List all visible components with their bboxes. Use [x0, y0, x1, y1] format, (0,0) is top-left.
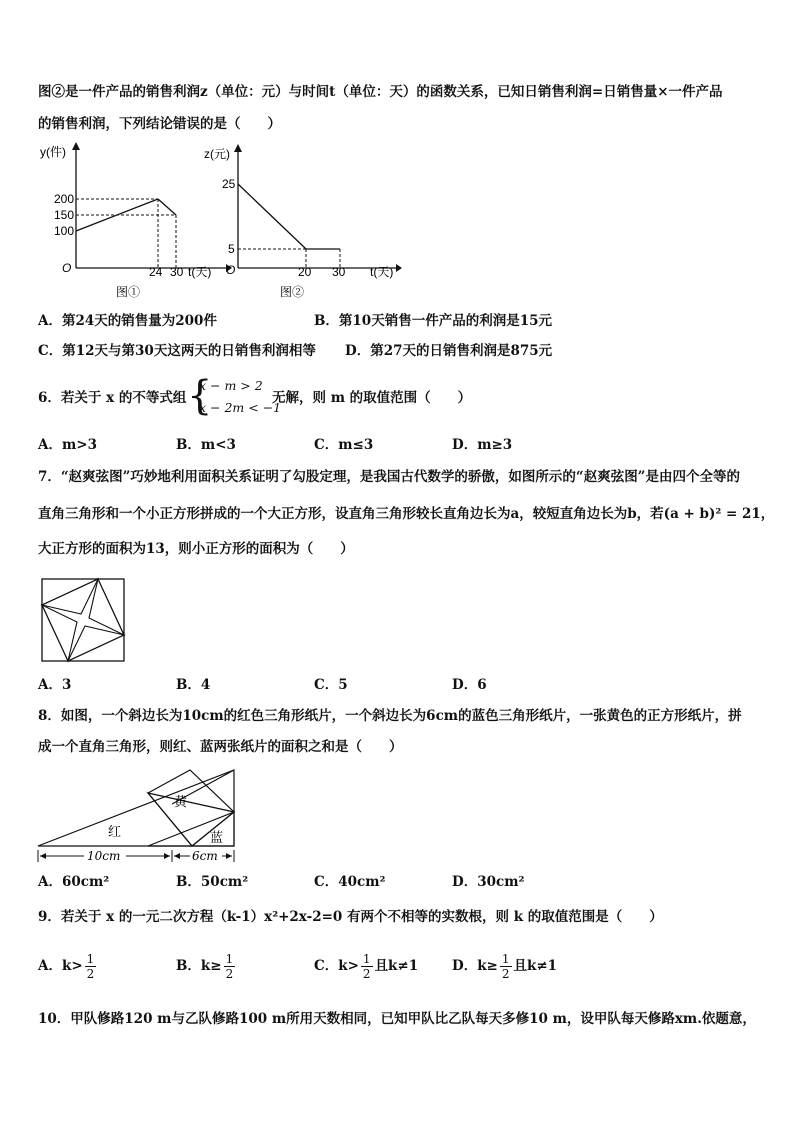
graph2-xtick-20: 20	[298, 265, 312, 279]
q6-brace: {	[187, 373, 213, 419]
q8-line1: 8．如图，一个斜边长为10cm的红色三角形纸片，一个斜边长为6cm的蓝色三角形纸片，一张黄色的正方形纸片，拼	[38, 708, 742, 724]
q9-option-d[interactable]	[452, 952, 557, 981]
q6-option-a[interactable]: A．m>3	[38, 437, 97, 453]
graph2-xlabel: t(天)	[370, 265, 394, 279]
question-intro-line1: 图②是一件产品的销售利润z（单位：元）与时间t（单位：天）的函数关系，已知日销售利润=日销售量×一件产品	[38, 84, 723, 100]
fraction: $\frac{1}{2}$	[225, 952, 234, 981]
q7-option-c[interactable]: C．5	[314, 677, 348, 693]
q5-option-c[interactable]: C．第12天与第30天这两天的日销售利润相等	[38, 343, 316, 359]
label-red: 红	[108, 825, 122, 840]
graph1-ytick-100: 100	[54, 224, 75, 238]
q10-line1: 10．甲队修路120 m与乙队修路100 m所用天数相同，已知甲队比乙队每天多修10 m，设甲队每天修路xm.依题意，	[38, 1011, 756, 1027]
q6-stem-post: 无解，则 m 的取值范围（ ）	[272, 390, 472, 406]
q5-option-a[interactable]: A．第24天的销售量为200件	[38, 313, 217, 329]
graph1-caption: 图①	[116, 285, 141, 299]
q8-option-d[interactable]: D．30cm²	[452, 874, 525, 890]
label-blue: 蓝	[210, 831, 224, 846]
q9-option-b[interactable]	[176, 952, 237, 981]
q7-option-b[interactable]: B．4	[176, 677, 211, 693]
q7-option-a[interactable]: A．3	[38, 677, 72, 693]
graph2-ytick-5: 5	[228, 242, 235, 256]
q8-option-b[interactable]: B．50cm²	[176, 874, 249, 890]
q8-line2: 成一个直角三角形，则红、蓝两张纸片的面积之和是（ ）	[38, 739, 403, 755]
question-intro-line2: 的销售利润，下列结论错误的是（ ）	[38, 116, 281, 132]
graph2-caption: 图②	[280, 285, 305, 299]
q7-line3: 大正方形的面积为13，则小正方形的面积为（ ）	[38, 541, 354, 557]
graph1-origin: O	[62, 261, 72, 275]
q5-option-d[interactable]: D．第27天的日销售利润是875元	[345, 343, 553, 359]
q9-option-c-suffix: 且k≠1	[374, 958, 419, 974]
zhao-shuang-diagram	[38, 575, 130, 667]
graph2-xtick-30: 30	[332, 265, 346, 279]
q6-inequality-1: x − m > 2	[199, 378, 263, 393]
graph2-ylabel: z(元)	[204, 147, 230, 161]
q6-stem-pre: 6．若关于 x 的不等式组	[38, 390, 187, 406]
q7-line2: 直角三角形和一个小正方形拼成的一个大正方形，设直角三角形较长直角边长为a，较短直角边长为b，若(a + b)² = 21，	[38, 506, 775, 522]
graph1-ytick-200: 200	[54, 192, 75, 206]
graph2-ytick-25: 25	[222, 177, 236, 191]
graph1-xlabel: t(天)	[188, 265, 212, 279]
fraction: $\frac{1}{2}$	[501, 952, 510, 981]
q9-line1: 9．若关于 x 的一元二次方程（k-1）x²+2x-2=0 有两个不相等的实数根，则 k 的取值范围是（ ）	[38, 909, 663, 925]
graph1-ytick-150: 150	[54, 208, 75, 222]
q5-option-b[interactable]: B．第10天销售一件产品的利润是15元	[314, 313, 552, 329]
q6-option-c[interactable]: C．m≤3	[314, 437, 374, 453]
dim-10cm: 10cm	[87, 849, 121, 863]
q7-option-d[interactable]: D．6	[452, 677, 487, 693]
graph1-xtick-24: 24	[149, 265, 163, 279]
graph-2	[200, 140, 410, 302]
paper-triangle-diagram	[34, 766, 244, 866]
q9-option-a-text: A．k>	[38, 958, 83, 974]
graph1-ylabel: y(件)	[40, 145, 66, 159]
q9-option-c-text: C．k>	[314, 958, 359, 974]
q9-option-d-suffix: 且k≠1	[513, 958, 558, 974]
q6-inequality-2: x − 2m < −1	[199, 400, 282, 415]
q8-option-c[interactable]: C．40cm²	[314, 874, 386, 890]
label-yellow: 黄	[174, 795, 188, 810]
q8-option-a[interactable]: A．60cm²	[38, 874, 110, 890]
graph1-xtick-30: 30	[170, 265, 184, 279]
q6-option-b[interactable]: B．m<3	[176, 437, 236, 453]
fraction: $\frac{1}{2}$	[362, 952, 371, 981]
q9-option-c[interactable]	[314, 952, 418, 981]
q6-option-d[interactable]: D．m≥3	[452, 437, 513, 453]
q9-option-d-text: D．k≥	[452, 958, 498, 974]
q9-option-a[interactable]	[38, 952, 98, 981]
dim-6cm: 6cm	[192, 849, 218, 863]
graph2-origin: O	[226, 263, 236, 277]
fraction: $\frac{1}{2}$	[86, 952, 95, 981]
q7-line1: 7．“赵爽弦图”巧妙地利用面积关系证明了勾股定理，是我国古代数学的骄傲，如图所示的“赵爽弦图”是由四个全等的	[38, 469, 740, 485]
q9-option-b-text: B．k≥	[176, 958, 222, 974]
